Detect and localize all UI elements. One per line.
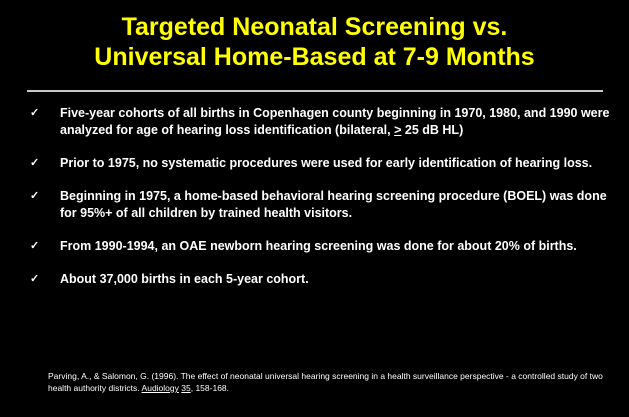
title-line-1: Targeted Neonatal Screening vs. — [121, 13, 508, 41]
bullet-item-cohorts — [30, 105, 610, 139]
bullet-item-births — [30, 271, 610, 288]
checkmark-icon: ✓ — [30, 273, 40, 285]
bullet-text: About 37,000 births in each 5-year cohort. — [60, 272, 309, 286]
bullet-text — [60, 105, 610, 139]
greater-equal-symbol: > — [394, 123, 402, 137]
bullet-item-boel — [30, 188, 610, 222]
title-divider — [27, 90, 603, 92]
citation-pages: , 158-168. — [190, 383, 230, 393]
citation-volume: 35 — [181, 383, 191, 393]
checkmark-icon: ✓ — [30, 157, 40, 169]
citation — [48, 370, 608, 394]
bullet-text-end: 25 dB HL) — [401, 123, 464, 137]
title-line-2: Universal Home-Based at 7-9 Months — [94, 43, 535, 71]
bullet-text: Beginning in 1975, a home-based behavioral hearing screening procedure (BOEL) was done for 95%+ of all children by trained health visitors. — [60, 189, 607, 220]
citation-journal: Audiology — [141, 383, 179, 393]
bullet-text-start: Five-year cohorts of all births in Copenhagen county beginning in 1970, 1980, and 1990 were analyzed for age of hearing loss identification (bilateral, — [60, 106, 610, 137]
citation-text: Parving, A., & Salomon, G. (1996). The effect of neonatal universal hearing screening in a health surveillance perspective - a controlled study of two health authority districts. — [48, 371, 603, 393]
bullet-item-prior-1975 — [30, 155, 610, 172]
checkmark-icon: ✓ — [30, 190, 40, 202]
checkmark-icon: ✓ — [30, 240, 40, 252]
slide-title — [0, 12, 629, 72]
bullet-text: From 1990-1994, an OAE newborn hearing screening was done for about 20% of births. — [60, 239, 577, 253]
checkmark-icon: ✓ — [30, 107, 40, 119]
bullet-item-oae — [30, 238, 610, 255]
bullet-list — [30, 105, 610, 288]
bullet-text: Prior to 1975, no systematic procedures were used for early identification of hearing loss. — [60, 156, 593, 170]
